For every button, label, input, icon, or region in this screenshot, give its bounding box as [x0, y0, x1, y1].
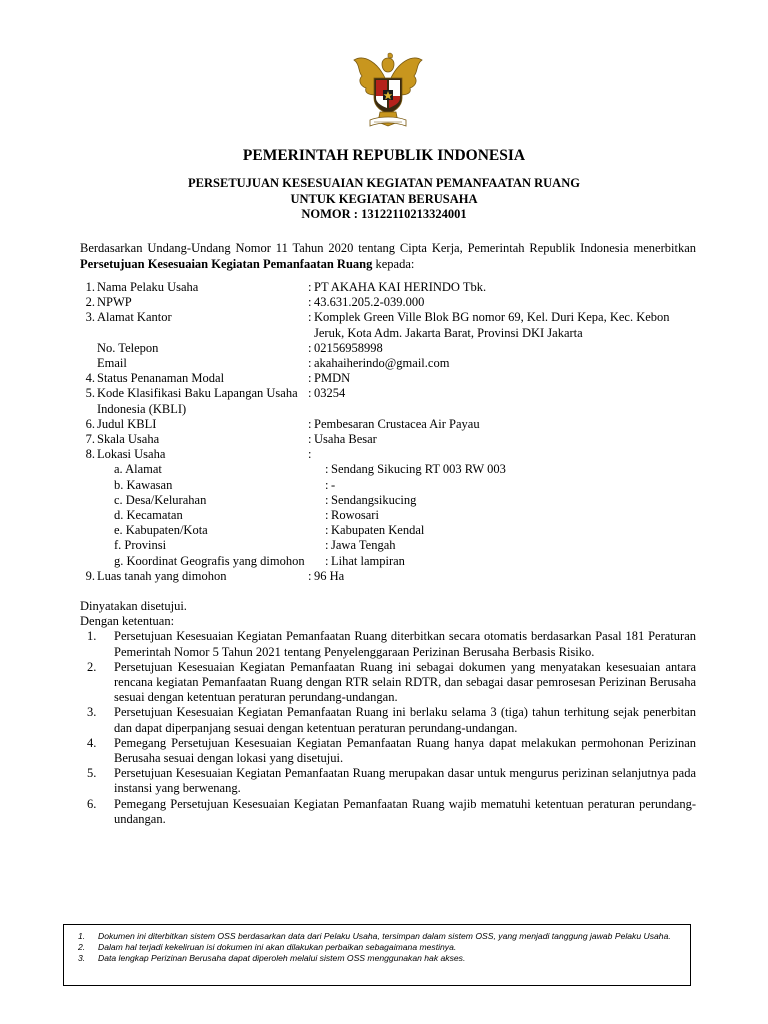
conditions-list [80, 629, 696, 827]
field-row [80, 371, 700, 386]
field-row [80, 432, 700, 447]
field-colon: : [308, 371, 312, 386]
field-row [80, 280, 700, 295]
field-row [80, 386, 700, 416]
field-label: Skala Usaha [97, 432, 160, 447]
field-row [80, 462, 700, 477]
field-label: b. Kawasan [114, 477, 173, 492]
field-label: a. Alamat [114, 462, 162, 477]
field-label: Email [97, 356, 127, 371]
field-number [80, 538, 95, 553]
field-row [80, 341, 700, 356]
field-label: No. Telepon [97, 340, 159, 355]
field-row [80, 569, 700, 584]
field-label: c. Desa/Kelurahan [114, 492, 207, 507]
government-title: PEMERINTAH REPUBLIK INDONESIA [242, 147, 526, 164]
field-colon: : [308, 280, 312, 294]
field-value: Rowosari [331, 508, 379, 523]
condition-text: Pemegang Persetujuan Kesesuaian Kegiatan Pemanfaatan Ruang hanya dapat melakukan permohonan Perizinan Berusaha sesuai dengan lokasi yang disetujui. [114, 735, 696, 766]
footnote-item [78, 931, 682, 942]
condition-text: Pemegang Persetujuan Kesesuaian Kegiatan Pemanfaatan Ruang wajib mematuhi ketentuan peraturan perundang-undangan. [114, 796, 696, 826]
field-number: 4. [85, 371, 95, 386]
document-title-line-2: UNTUK KEGIATAN BERUSAHA [290, 191, 478, 206]
field-colon: : [325, 492, 329, 507]
field-row [80, 356, 700, 371]
intro-paragraph [80, 241, 696, 272]
field-value: Sendangsikucing [331, 492, 417, 507]
field-value: Usaha Besar [314, 432, 377, 447]
field-number: 8. [85, 447, 95, 462]
field-value: 43.631.205.2-039.000 [314, 295, 425, 310]
condition-number: 4. [87, 735, 97, 750]
field-value: Jawa Tengah [331, 538, 396, 553]
footnote-number: 1. [78, 931, 86, 941]
field-colon: : [308, 568, 312, 583]
field-value: Komplek Green Ville Blok BG nomor 69, Kel. Duri Kepa, Kec. Kebon Jeruk, Kota Adm. Jakarta Barat, Provinsi DKI Jakarta [314, 310, 670, 340]
field-value: 03254 [314, 386, 346, 401]
field-colon: : [325, 538, 329, 553]
condition-number: 5. [87, 766, 97, 781]
condition-item [80, 766, 696, 796]
footnote-item [78, 953, 682, 964]
condition-text: Persetujuan Kesesuaian Kegiatan Pemanfaatan Ruang diterbitkan secara otomatis berdasarkan Pasal 181 Peraturan Pemerintah Nomor 5 Tahun 2021 tentang Penyelenggaraan Perizinan Berusaha Berbasis Risiko. [114, 629, 696, 659]
condition-number: 6. [87, 796, 97, 811]
footnote-item [78, 942, 682, 953]
field-row [80, 538, 700, 553]
intro-tail: kepada: [372, 256, 415, 271]
field-number [80, 341, 95, 356]
footnote-text: Data lengkap Perizinan Berusaha dapat diperoleh melalui sistem OSS menggunakan hak akses. [98, 953, 466, 963]
conditions-heading: Dengan ketentuan: [80, 614, 175, 629]
applicant-fields [80, 280, 700, 584]
field-row [80, 493, 700, 508]
field-row [80, 417, 700, 432]
field-colon: : [308, 447, 312, 462]
field-colon: : [308, 416, 312, 431]
field-label: f. Provinsi [114, 538, 167, 553]
field-row [80, 523, 700, 538]
field-label: Luas tanah yang dimohon [97, 568, 227, 583]
field-label: Lokasi Usaha [97, 447, 166, 462]
field-number: 1. [85, 280, 95, 294]
field-value: akahaiherindo@gmail.com [314, 356, 450, 371]
field-row [80, 447, 700, 462]
field-value: 96 Ha [314, 568, 345, 583]
field-value [314, 447, 700, 462]
field-value: Pembesaran Crustacea Air Payau [314, 416, 480, 431]
field-value: Lihat lampiran [331, 553, 405, 568]
condition-item [80, 629, 696, 659]
field-value: - [331, 477, 336, 492]
field-colon: : [325, 508, 329, 523]
field-number [80, 478, 95, 493]
field-number: 9. [85, 568, 95, 583]
condition-number: 1. [87, 629, 97, 644]
field-colon: : [308, 310, 312, 325]
declaration [80, 599, 696, 827]
field-number [80, 356, 95, 371]
intro-lead: Berdasarkan Undang-Undang Nomor 11 Tahun 2020 tentang Cipta Kerja, Pemerintah Republik Indonesia menerbitkan [80, 241, 696, 255]
field-number: 6. [85, 416, 95, 431]
field-label: Nama Pelaku Usaha [97, 280, 199, 294]
field-number [80, 462, 95, 477]
field-label: Judul KBLI [97, 416, 157, 431]
field-value: PMDN [314, 371, 351, 386]
document-number: NOMOR : 13122110213324001 [301, 207, 467, 221]
field-row [80, 508, 700, 523]
field-label: d. Kecamatan [114, 508, 183, 523]
field-colon: : [325, 523, 329, 538]
footnote-box [63, 924, 691, 986]
footnote-number: 2. [78, 942, 86, 952]
field-row [80, 295, 700, 310]
condition-item [80, 660, 696, 706]
intro-bold-title: Persetujuan Kesesuaian Kegiatan Pemanfaatan Ruang [80, 256, 373, 271]
field-value: Kabupaten Kendal [331, 523, 425, 538]
condition-text: Persetujuan Kesesuaian Kegiatan Pemanfaatan Ruang merupakan dasar untuk mengurus perizinan selanjutnya pada instansi yang berwenang. [114, 766, 696, 796]
field-number [80, 554, 95, 569]
field-row [80, 310, 700, 340]
garuda-emblem-icon [352, 50, 424, 132]
field-colon: : [308, 356, 312, 371]
field-colon: : [325, 462, 329, 477]
document-title-line-1: PERSETUJUAN KESESUAIAN KEGIATAN PEMANFAATAN RUANG [188, 176, 580, 190]
document-heading [0, 176, 768, 223]
condition-item [80, 797, 696, 827]
condition-text: Persetujuan Kesesuaian Kegiatan Pemanfaatan Ruang ini sebagai dokumen yang menyatakan kesesuaian antara rencana kegiatan Pemanfaatan Ruang dengan RTR selain RDTR, dan sebagai dasar pemrosesan Perizinan Berusaha sesuai dengan ketentuan peraturan perundang-undangan. [114, 659, 696, 705]
field-number: 2. [85, 295, 95, 310]
footnote-text: Dalam hal terjadi kekeliruan isi dokumen ini akan dilakukan perbaikan sebagaimana mestinya. [98, 942, 457, 952]
field-row [80, 478, 700, 493]
field-label: Alamat Kantor [97, 310, 172, 325]
field-colon: : [308, 386, 312, 401]
field-number: 5. [85, 386, 95, 401]
approval-statement: Dinyatakan disetujui. [80, 599, 187, 613]
field-colon: : [308, 340, 312, 355]
field-number [80, 508, 95, 523]
footnote-number: 3. [78, 953, 86, 963]
field-value: PT AKAHA KAI HERINDO Tbk. [314, 280, 487, 294]
field-label: NPWP [97, 295, 132, 310]
field-label: Status Penanaman Modal [97, 371, 225, 386]
field-number [80, 493, 95, 508]
field-colon: : [308, 432, 312, 447]
field-number: 3. [85, 310, 95, 325]
field-label: g. Koordinat Geografis yang dimohon [114, 553, 305, 568]
field-colon: : [308, 295, 312, 310]
condition-item [80, 736, 696, 766]
field-row [80, 554, 700, 569]
condition-number: 2. [87, 659, 97, 674]
condition-text: Persetujuan Kesesuaian Kegiatan Pemanfaatan Ruang ini berlaku selama 3 (tiga) tahun terhitung sejak penerbitan dan dapat diperpanjang sesuai dengan ketentuan peraturan perundang-undangan. [114, 705, 696, 735]
field-label: Kode Klasifikasi Baku Lapangan Usaha Indonesia (KBLI) [97, 386, 298, 416]
condition-number: 3. [87, 705, 97, 720]
footnote-text: Dokumen ini diterbitkan sistem OSS berdasarkan data dari Pelaku Usaha, tersimpan dalam sistem OSS, yang menjadi tanggung jawab Pelaku Usaha. [98, 931, 671, 941]
field-colon: : [325, 477, 329, 492]
field-label: e. Kabupaten/Kota [114, 523, 208, 538]
condition-item [80, 705, 696, 735]
field-number: 7. [85, 432, 95, 447]
field-value: 02156958998 [314, 340, 383, 355]
field-value: Sendang Sikucing RT 003 RW 003 [331, 462, 506, 477]
field-number [80, 523, 95, 538]
field-colon: : [325, 553, 329, 568]
